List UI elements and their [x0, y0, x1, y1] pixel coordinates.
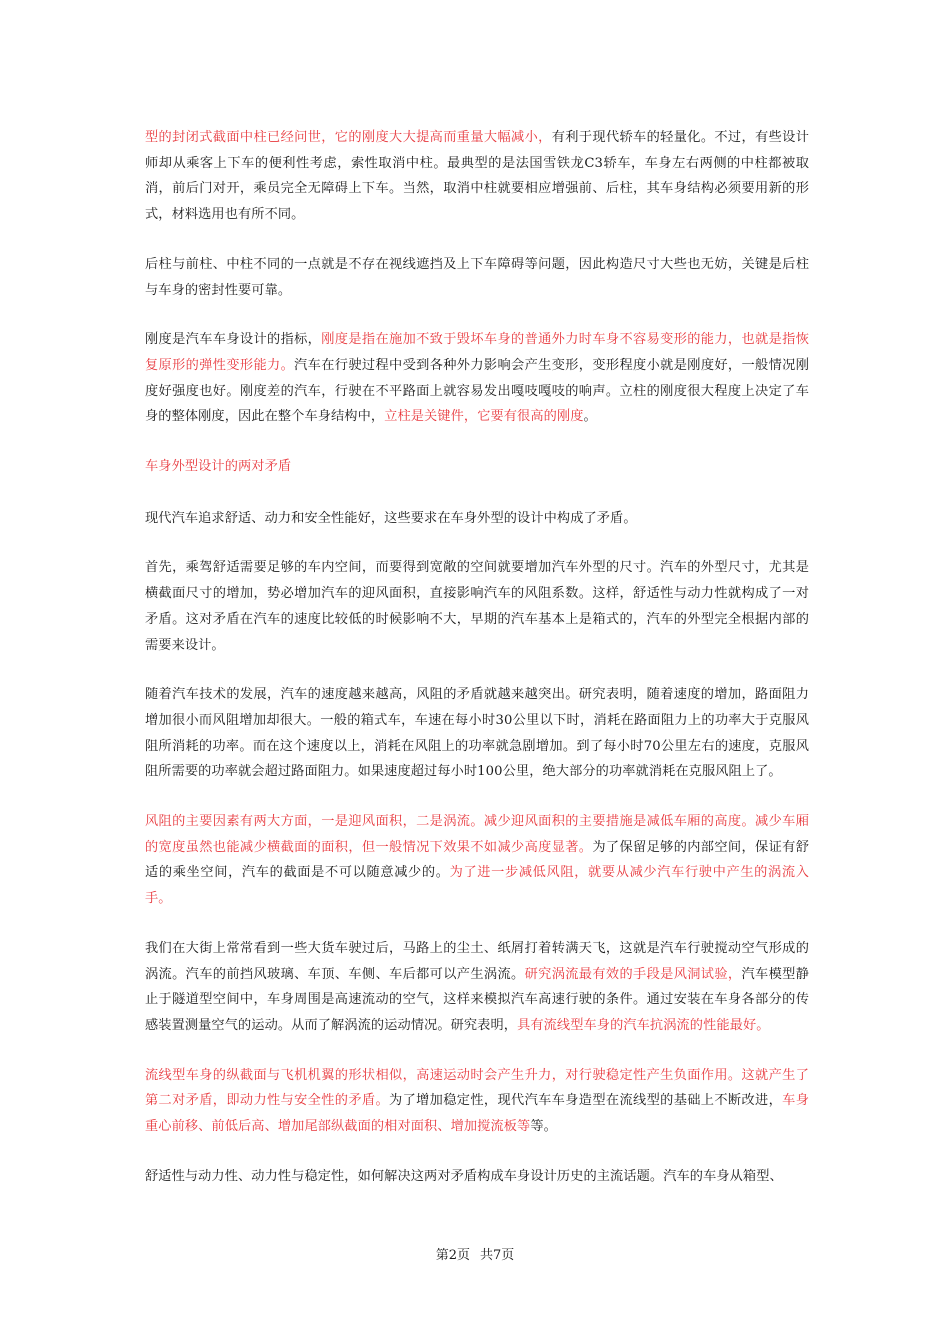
text-highlight: 型的封闭式截面中柱已经问世，它的刚度大大提高而重量大幅减小， [145, 130, 552, 145]
text-highlight: 车身重心前移、前低后高、增加尾部纵截面的相对面积、增加搅流板等 [145, 1093, 809, 1135]
text-segment: 汽车模型静止于隧道型空间中，车身周围是高速流动的空气，这样来模拟汽车高速行驶的条件。通过安装在车身各部分的传感装置测量空气的运动。从而了解涡流的运动情况。研究表明， [145, 966, 809, 1033]
text-segment: 等。 [530, 1119, 557, 1135]
paragraph [145, 1063, 809, 1140]
text-segment: 首先，乘驾舒适需要足够的车内空间，而要得到宽敞的空间就要增加汽车外型的尺寸。汽车的外型尺寸，尤其是横截面尺寸的增加，势必增加汽车的迎风面积，直接影响汽车的风阻系数。这样，舒适性与动力性就构成了一对矛盾。这对矛盾在汽车的速度比较低的时候影响不大，早期的汽车基本上是箱式的，汽车的外型完全根据内部的需要来设计。 [145, 560, 809, 653]
paragraph [145, 555, 809, 658]
text-segment: 有利于现代轿车的轻量化。不过，有些设计师却从乘客上下车的便利性考虑，索性取消中柱。最典型的是法国雪铁龙C3轿车，车身左右两侧的中柱都被取消，前后门对开，乘员完全无障碍上下车。当然，取消中柱就要相应增强前、后柱，其车身结构必须要用新的形式，材料选用也有所不同。 [145, 130, 810, 223]
section-heading [145, 454, 809, 480]
text-segment: 我们在大街上常常看到一些大货车驶过后，马路上的尘土、纸屑打着转满天飞，这就是汽车行驶搅动空气形成的涡流。汽车的前挡风玻璃、车顶、车侧、车后都可以产生涡流。 [145, 940, 809, 982]
text-highlight: 流线型车身的纵截面与飞机机翼的形状相似，高速运动时会产生升力，对行驶稳定性产生负面作用。这就产生了第二对矛盾，即动力性与安全性的矛盾。 [145, 1067, 809, 1109]
text-highlight: 刚度是指在施加不致于毁坏车身的普通外力时车身不容易变形的能力，也就是指恢复原形的弹性变形能力。 [145, 332, 809, 373]
page-footer [0, 1244, 950, 1263]
paragraph [145, 327, 809, 430]
paragraph [145, 125, 809, 228]
page-number: 第2页 [435, 1248, 470, 1263]
text-segment: 为了保留足够的内部空间，保证有舒适的乘坐空间，汽车的截面是不可以随意减少的。 [145, 839, 809, 881]
text-highlight: 具有流线型车身的汽车抗涡流的性能最好。 [517, 1017, 770, 1033]
paragraph [145, 506, 809, 532]
paragraph [145, 682, 809, 785]
paragraph [145, 936, 809, 1039]
page-total: 共7页 [480, 1248, 515, 1263]
text-highlight: 研究涡流最有效的手段是风洞试验， [524, 966, 742, 982]
text-highlight: 为了进一步减低风阻，就要从减少汽车行驶中产生的涡流入手。 [145, 865, 809, 907]
text-segment: 。 [583, 409, 597, 425]
text-segment: 汽车在行驶过程中受到各种外力影响会产生变形，变形程度小就是刚度好，一般情况刚度好强度也好。刚度差的汽车，行驶在不平路面上就容易发出嘎吱嘎吱的响声。立柱的刚度很大程度上决定了车身的整体刚度，因此在整个车身结构中， [145, 357, 809, 425]
text-highlight: 立柱是关键件，它要有很高的刚度 [384, 409, 584, 425]
text-segment: 后柱与前柱、中柱不同的一点就是不存在视线遮挡及上下车障碍等问题，因此构造尺寸大些也无妨，关键是后柱与车身的密封性要可靠。 [145, 256, 809, 298]
paragraph [145, 252, 809, 303]
section-heading-text: 车身外型设计的两对矛盾 [145, 459, 292, 475]
text-segment: 舒适性与动力性、动力性与稳定性，如何解决这两对矛盾构成车身设计历史的主流话题。汽车的车身从箱型、 [145, 1168, 783, 1184]
text-segment: 刚度是汽车车身设计的指标， [145, 332, 322, 348]
paragraph [145, 1164, 809, 1190]
text-segment: 为了增加稳定性，现代汽车车身造型在流线型的基础上不断改进， [389, 1093, 783, 1109]
paragraph [145, 809, 809, 912]
text-segment: 现代汽车追求舒适、动力和安全性能好，这些要求在车身外型的设计中构成了矛盾。 [145, 510, 637, 526]
text-highlight: 风阻的主要因素有两大方面，一是迎风面积，二是涡流。减少迎风面积的主要措施是减低车厢的高度。减少车厢的宽度虽然也能减少横截面的面积，但一般情况下效果不如减少高度显著。 [145, 814, 809, 855]
document-body [145, 125, 809, 1214]
text-segment: 随着汽车技术的发展，汽车的速度越来越高，风阻的矛盾就越来越突出。研究表明，随着速度的增加，路面阻力增加很小而风阻增加却很大。一般的箱式车，车速在每小时30公里以下时，消耗在路面阻力上的功率大于克服风阻所消耗的功率。而在这个速度以上，消耗在风阻上的功率就急剧增加。到了每小时70公里左右的速度，克服风阻所需要的功率就会超过路面阻力。如果速度超过每小时100公里，绝大部分的功率就消耗在克服风阻上了。 [145, 687, 809, 780]
